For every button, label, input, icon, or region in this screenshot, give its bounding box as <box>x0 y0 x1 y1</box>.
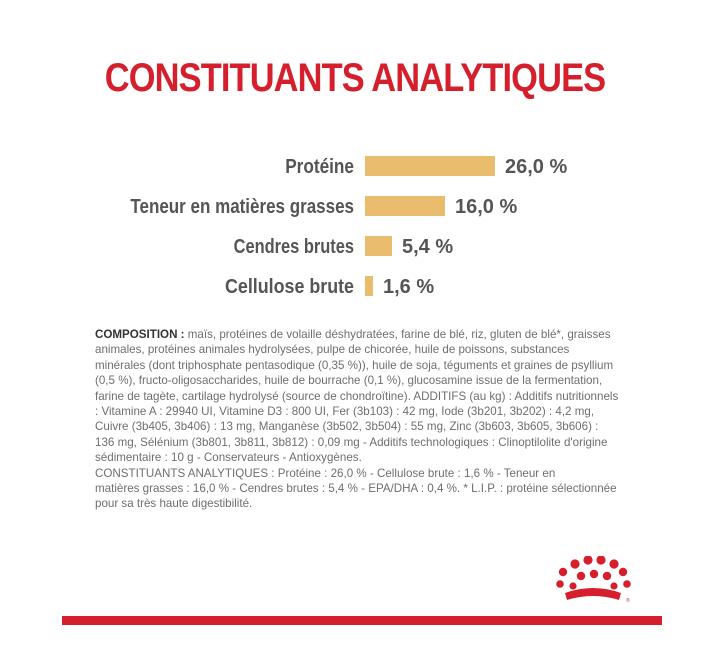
composition-heading: COMPOSITION : <box>95 328 185 341</box>
value-label: 16,0 % <box>455 196 518 218</box>
composition-text <box>95 327 620 512</box>
bar <box>365 196 445 216</box>
composition-body: maïs, protéines de volaille déshydratées, farine de blé, riz, gluten de blé*, graisses animales, protéines animales hydrolysées, pulpe de chicorée, huile de poissons, substances minérales (dont triphosphate pentasodique (0,35 %)), huile de soja, téguments et graines de psyllium (0,5 %), fructo-oligosaccharides, huile de bourrache (0,1 %), glucosamine issue de la fermentation, farine de tagète, cartilage hydrolysé (source de chondroïtine). ADDITIFS (au kg) : Additifs nutritionnels : Vitamine A : 29940 UI, Vitamine D3 : 800 UI, Fer (3b103) : 42 mg, Iode (3b201, 3b202) : 4,2 mg, Cuivre (3b405, 3b406) : 13 mg, Manganèse (3b502, 3b504) : 55 mg, Zinc (3b603, 3b605, 3b606) : 136 mg, Sélénium (3b801, 3b811, 3b812) : 0,09 mg - Additifs technologiques : Clinoptilolite d'origine sédimentaire : 10 g - Conservateurs - Antioxygènes. CONSTITUANTS ANALYTIQUES : Protéine : 26,0 % - Cellulose brute : 1,6 % - Teneur en matières grasses : 16,0 % - Cendres brutes : 5,4 % - EPA/DHA : 0,4 %. * L.I.P. : protéine sélectionnée pour sa très haute digestibilité. <box>95 328 619 511</box>
category-label: Protéine <box>285 156 354 178</box>
bar <box>365 236 392 256</box>
bar <box>365 276 373 296</box>
page-title: CONSTITUANTS ANALYTIQUES <box>104 56 606 100</box>
footer-accent-bar <box>62 616 662 625</box>
svg-text:®: ® <box>626 598 630 604</box>
value-label: 1,6 % <box>383 276 435 298</box>
category-label: Cellulose brute <box>225 276 354 298</box>
bar <box>365 156 495 176</box>
category-label: Cendres brutes <box>233 236 354 258</box>
value-label: 5,4 % <box>402 236 454 258</box>
royal-canin-crown-icon <box>553 556 633 606</box>
nutrient-bar-chart <box>0 140 710 310</box>
value-label: 26,0 % <box>505 156 568 178</box>
category-label: Teneur en matières grasses <box>130 196 355 218</box>
